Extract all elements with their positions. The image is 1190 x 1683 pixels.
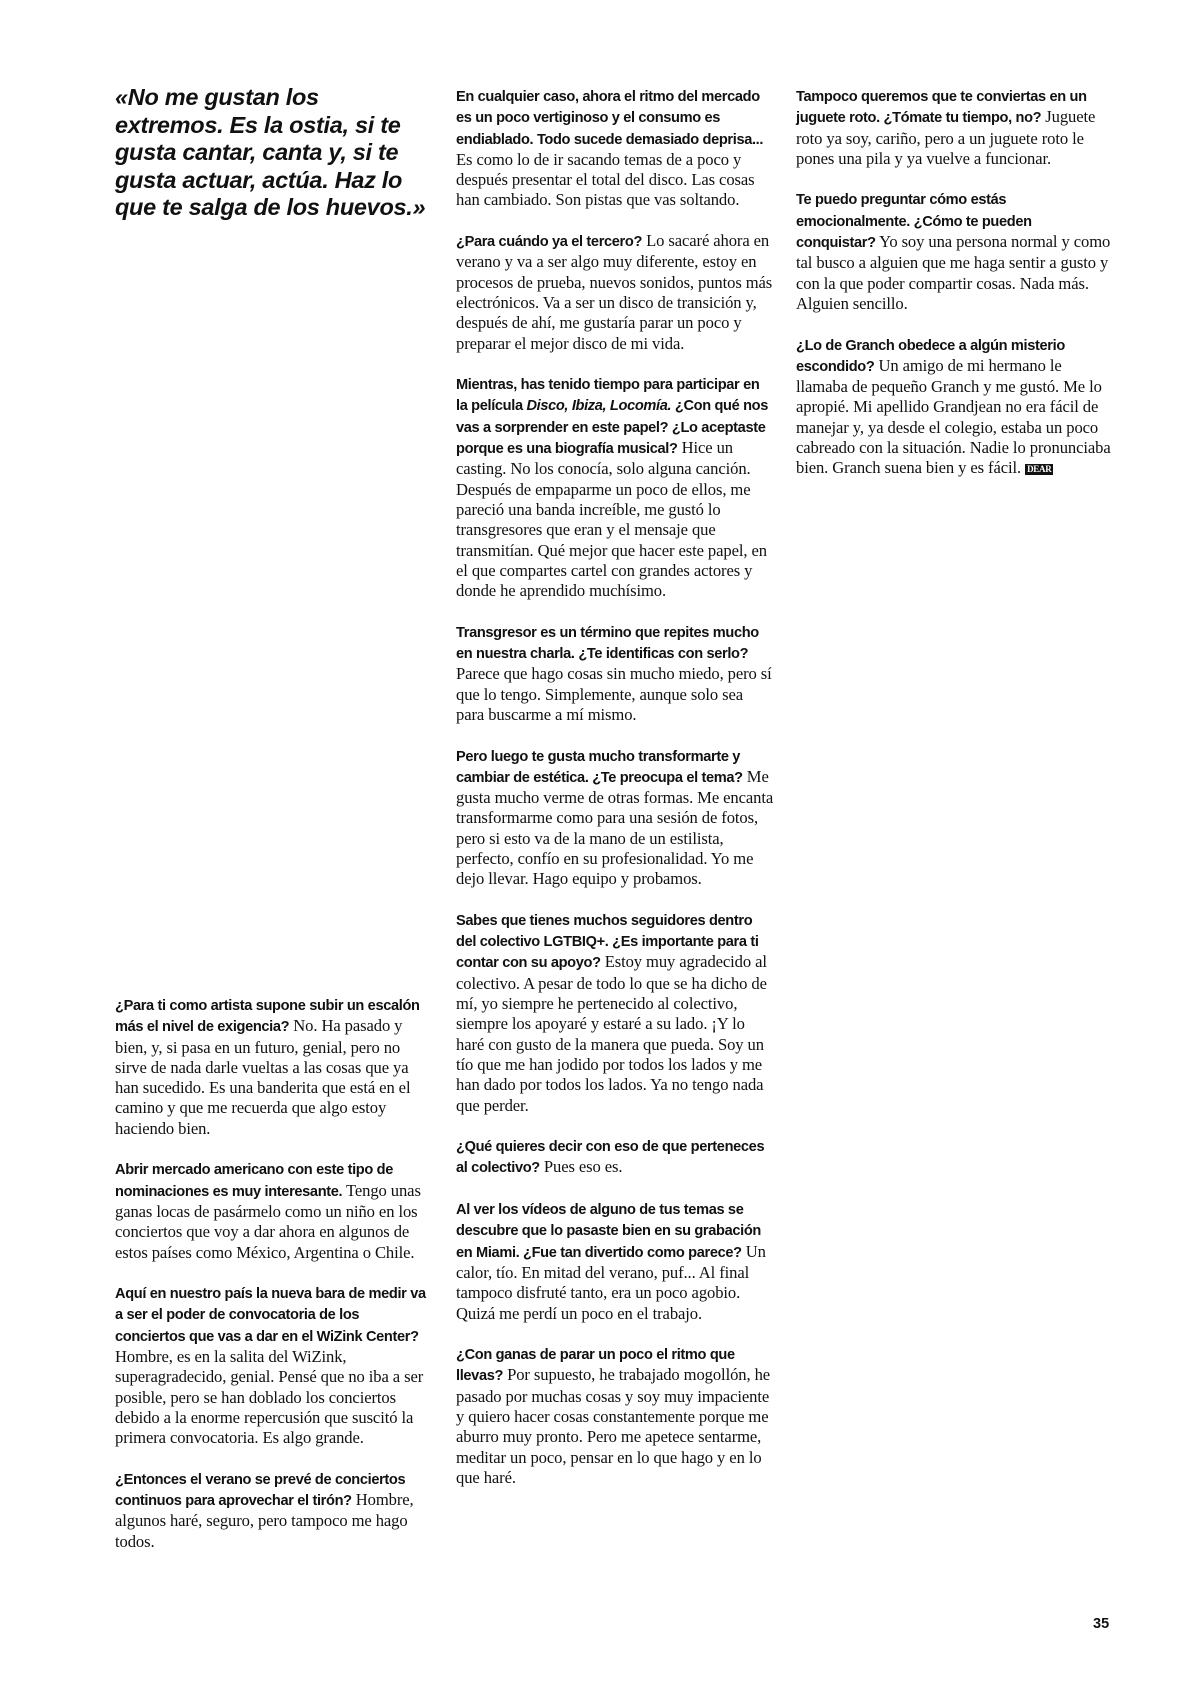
- question: Tampoco queremos que te conviertas en un juguete roto. ¿Tómate tu tiempo, no?: [796, 89, 1087, 127]
- answer: Tengo unas ganas locas de pasármelo como un niño en los conciertos que voy a dar ahora en algunos de estos países como México, Argentina o Chile.: [115, 1180, 421, 1262]
- column-1-bottom: [115, 995, 433, 1572]
- question: Pero luego te gusta mucho transformarte y cambiar de estética. ¿Te preocupa el tema?: [456, 748, 743, 786]
- qa-item: [456, 1199, 774, 1324]
- qa-item: [456, 1344, 774, 1488]
- qa-item: [115, 1469, 433, 1552]
- question: ¿Para ti como artista supone subir un escalón más el nivel de exigencia?: [115, 998, 420, 1036]
- pull-quote: «No me gustan los extremos. Es la ostia, si te gusta cantar, canta y, si te gusta actuar, actúa. Haz lo que te salga de los huevos.»: [115, 84, 426, 220]
- answer: Hombre, algunos haré, seguro, pero tampoco me hago todos.: [115, 1490, 414, 1551]
- question: ¿Entonces el verano se prevé de conciertos continuos para aprovechar el tirón?: [115, 1471, 406, 1510]
- question: ¿Con ganas de parar un poco el ritmo que llevas?: [456, 1347, 735, 1385]
- qa-item: [796, 86, 1114, 169]
- qa-item: [456, 86, 774, 211]
- answer: Por supuesto, he trabajado mogollón, he pasado por muchas cosas y soy muy impaciente y quiero hacer cosas constantemente porque me aburro muy pronto. Pero me apetece sentarme, meditar un poco, pensar en lo que hago y en lo que haré.: [456, 1365, 771, 1487]
- qa-item: [115, 995, 433, 1139]
- question: Transgresor es un término que repites mucho en nuestra charla. ¿Te identificas con serlo?: [456, 624, 759, 663]
- answer: Lo sacaré ahora en verano y va a ser algo muy diferente, estoy en procesos de prueba, nuevos sonidos, puntos más electrónicos. Va a ser un disco de transición y, después de ahí, me gustaría parar un poco y preparar el mejor disco de mi vida.: [456, 231, 773, 353]
- question-part: Mientras, has tenido tiempo para participar en la película: [456, 377, 760, 415]
- answer: Pues eso es.: [539, 1157, 623, 1177]
- answer: Un amigo de mi hermano le llamaba de pequeño Granch y me gustó. Me lo apropié. Mi apellido Grandjean no era fácil de manejar y, ya desde el colegio, estaba un poco cabreado con la situación. Nadie lo pronunciaba bien. Granch suena bien y es fácil.: [796, 355, 1111, 478]
- qa-item: [456, 622, 774, 725]
- answer: No. Ha pasado y bien, y, si pasa en un futuro, genial, pero no sirve de nada darle vueltas a las cosas que ya han sucedido. Es una banderita que está en el camino y que me recuerda que algo estoy haciendo bien.: [115, 1016, 411, 1138]
- end-mark-logo: DEAR: [1027, 464, 1052, 475]
- answer: Un calor, tío. En mitad del verano, puf... Al final tampoco disfruté tanto, era un poco agobio. Quizá me perdí un poco en el trabajo.: [456, 1241, 766, 1323]
- answer: Yo soy una persona normal y como tal busco a alguien que me haga sentir a gusto y con la que poder compartir cosas. Nada más. Alguien sencillo.: [796, 232, 1111, 313]
- film-title: Disco, Ibiza, Locomía.: [526, 398, 672, 415]
- qa-item: [456, 231, 774, 354]
- answer: Hice un casting. No los conocía, solo alguna canción. Después de empaparme un poco de ellos, me pareció una banda increíble, me gustó lo transgresores que eran y el mensaje que transmitían. Qué mejor que hacer este papel, en el que compartes cartel con grandes actores y donde he aprendido muchísimo.: [456, 438, 767, 601]
- question: Aquí en nuestro país la nueva bara de medir va a ser el poder de convocatoria de los conciertos que vas a dar en el WiZink Center?: [115, 1286, 426, 1345]
- question: Al ver los vídeos de alguno de tus temas se descubre que lo pasaste bien en su grabación en Miami. ¿Fue tan divertido como parece?: [456, 1202, 761, 1261]
- answer: Estoy muy agradecido al colectivo. A pesar de todo lo que se ha dicho de mí, yo siempre he pertenecido al colectivo, siempre los apoyaré y estaré a su lado. ¡Y lo haré con gusto de la manera que pueda. Soy un tío que me han jodido por todos los lados y me han dado por todos los lados. Ya no tengo nada que perder.: [456, 952, 767, 1115]
- qa-item: [115, 1283, 433, 1448]
- qa-item: [456, 374, 774, 601]
- qa-item: [796, 189, 1114, 314]
- question: Te puedo preguntar cómo estás emocionalmente. ¿Cómo te pueden conquistar?: [796, 192, 1032, 252]
- question: ¿Qué quieres decir con eso de que perteneces al colectivo?: [456, 1139, 765, 1177]
- question: Abrir mercado americano con este tipo de nominaciones es muy interesante.: [115, 1162, 393, 1200]
- question: ¿Lo de Granch obedece a algún misterio escondido?: [796, 337, 1065, 375]
- qa-item: [456, 1136, 774, 1179]
- answer: Es como lo de ir sacando temas de a poco y después presentar el total del disco. Las cosas han cambiado. Son pistas que vas soltando.: [456, 149, 755, 210]
- question-part: ¿Con qué nos vas a sorprender en este papel? ¿Lo aceptaste porque es una biografía musical?: [456, 398, 768, 458]
- question: En cualquier caso, ahora el ritmo del mercado es un poco vertiginoso y el consumo es endiablado. Todo sucede demasiado deprisa...: [456, 89, 764, 148]
- answer: Me gusta mucho verme de otras formas. Me encanta transformarme como para una sesión de fotos, pero si esto va de la mano de un estilista, perfecto, confío en su profesionalidad. Yo me dejo llevar. Hago equipo y probamos.: [456, 766, 774, 889]
- column-1-top: [115, 84, 433, 222]
- qa-item: [796, 335, 1114, 479]
- question: Sabes que tienes muchos seguidores dentro del colectivo LGTBIQ+. ¿Es importante para ti contar con su apoyo?: [456, 912, 759, 972]
- column-2: [456, 86, 774, 1508]
- qa-item: [115, 1159, 433, 1262]
- page-number: 35: [1093, 1616, 1110, 1632]
- question: ¿Para cuándo ya el tercero?: [456, 234, 643, 251]
- qa-item: [456, 746, 774, 890]
- answer: Hombre, es en la salita del WiZink, superagradecido, genial. Pensé que no iba a ser posible, pero se han doblado los conciertos debido a la enorme repercusión que suscitó la primera convocatoria. Es algo grande.: [115, 1347, 424, 1448]
- column-3: [796, 86, 1114, 499]
- qa-item: [456, 910, 774, 1116]
- answer: Juguete roto ya soy, cariño, pero a un juguete roto le pones una pila y ya vuelve a funcionar.: [796, 107, 1096, 168]
- answer: Parece que hago cosas sin mucho miedo, pero sí que lo tengo. Simplemente, aunque solo sea para buscarme a mí mismo.: [456, 664, 772, 724]
